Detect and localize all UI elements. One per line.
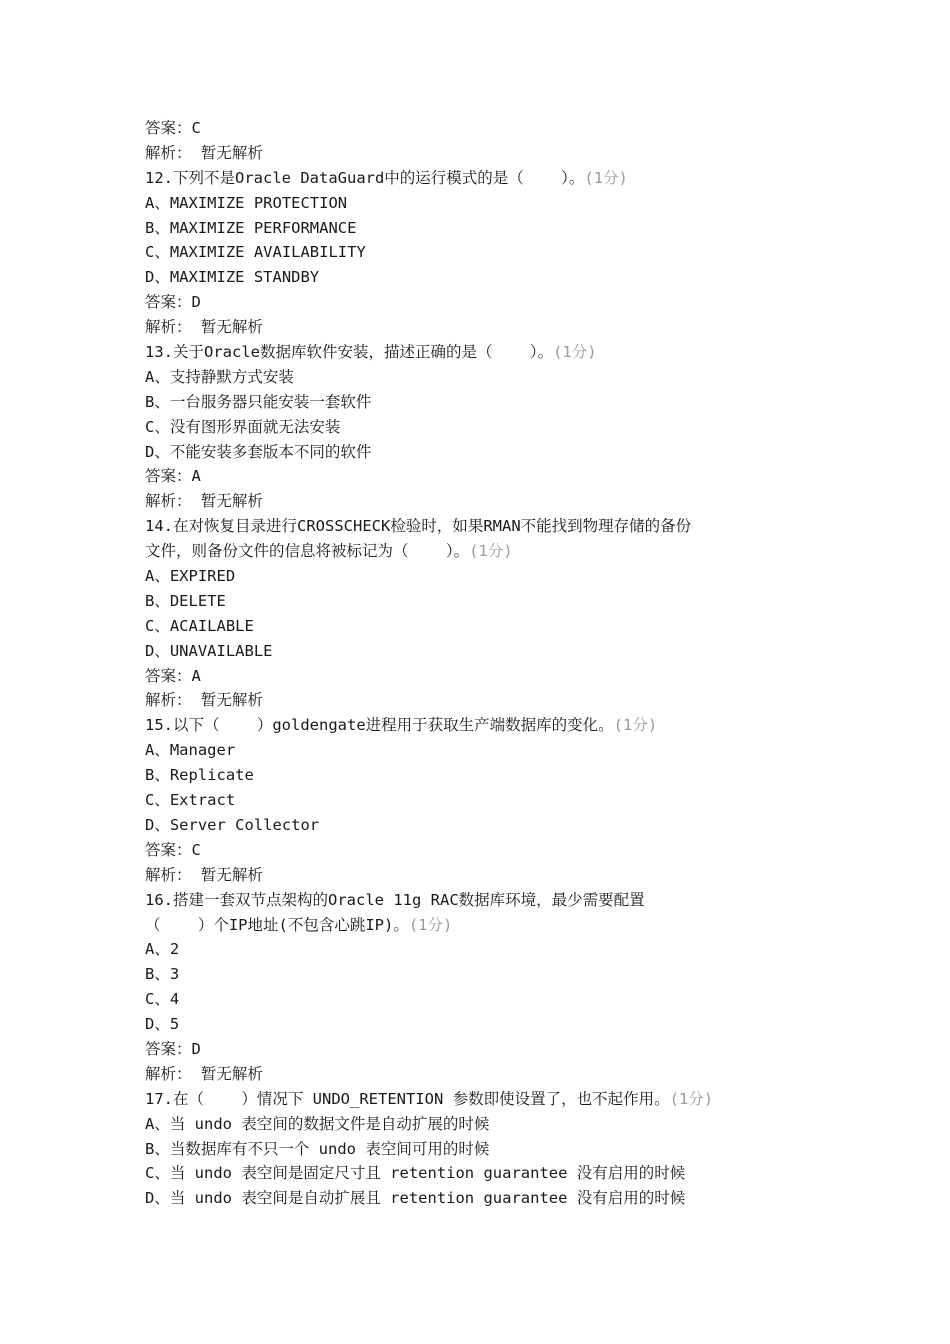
option-d: D、Server Collector: [145, 815, 320, 834]
question-score: (1分): [553, 343, 597, 362]
question-text: 文件，则备份文件的信息将被标记为（ ）。: [145, 542, 470, 561]
answer-value: C: [191, 840, 201, 859]
question-stem: [145, 166, 825, 191]
question-score: (1分): [584, 168, 628, 187]
answer-value: C: [191, 119, 201, 137]
answer-value: A: [191, 666, 201, 685]
question-stem: [145, 1087, 825, 1112]
question-number: 13.: [145, 343, 173, 362]
analysis-line: [145, 141, 825, 166]
question-text: 在（ ）情况下 UNDO_RETENTION 参数即使设置了，也不起作用。: [173, 1089, 670, 1108]
question-stem: [145, 340, 825, 365]
answer-line: [145, 464, 825, 489]
option-c: C、4: [145, 990, 180, 1009]
option-a: A、2: [145, 940, 180, 959]
answer-line: [145, 1037, 825, 1062]
analysis-text: 暂无解析: [200, 691, 263, 710]
question-number: 14.: [145, 517, 173, 536]
option-c: C、没有图形界面就无法安装: [145, 417, 341, 436]
analysis-line: [145, 1062, 825, 1087]
option-d: D、当 undo 表空间是自动扩展且 retention guarantee 没有启用的时候: [145, 1189, 686, 1208]
option-a: A、当 undo 表空间的数据文件是自动扩展的时候: [145, 1114, 490, 1133]
option-a: A、MAXIMIZE PROTECTION: [145, 193, 348, 212]
analysis-text: 暂无解析: [200, 865, 263, 884]
option-b: B、Replicate: [145, 766, 254, 785]
analysis-label: 解析：: [145, 1064, 192, 1083]
option-d: D、不能安装多套版本不同的软件: [145, 442, 372, 461]
analysis-line: [145, 863, 825, 888]
question-text: 关于Oracle数据库软件安装，描述正确的是（ ）。: [173, 343, 554, 362]
answer-line: [145, 290, 825, 315]
option-a: A、Manager: [145, 741, 236, 760]
question-number: 17.: [145, 1089, 173, 1108]
answer-label: 答案：: [145, 119, 192, 137]
analysis-text: 暂无解析: [200, 492, 263, 511]
question-stem-continued: [145, 539, 825, 564]
option-d: D、MAXIMIZE STANDBY: [145, 268, 320, 287]
document-page: [145, 116, 825, 1211]
analysis-text: 暂无解析: [200, 1064, 263, 1083]
question-text: 在对恢复目录进行CROSSCHECK检验时，如果RMAN不能找到物理存储的备份: [173, 517, 692, 536]
answer-label: 答案：: [145, 1039, 192, 1058]
question-text: （ ）个IP地址(不包含心跳IP)。: [145, 915, 409, 934]
question-score: (1分): [408, 915, 453, 934]
question-number: 15.: [145, 716, 173, 735]
question-stem: [145, 888, 825, 913]
answer-line: [145, 116, 825, 141]
answer-line: [145, 664, 825, 689]
option-c: C、Extract: [145, 791, 236, 810]
option-b: B、3: [145, 965, 180, 984]
answer-label: 答案：: [145, 467, 192, 486]
answer-value: A: [191, 467, 201, 486]
analysis-label: 解析：: [145, 143, 192, 162]
analysis-label: 解析：: [145, 492, 192, 511]
question-score: (1分): [613, 716, 658, 735]
option-d: D、5: [145, 1015, 180, 1034]
option-a: A、支持静默方式安装: [145, 367, 294, 386]
question-stem: [145, 514, 825, 539]
question-number: 16.: [145, 890, 173, 909]
option-c: C、ACAILABLE: [145, 616, 254, 635]
question-stem: [145, 713, 825, 738]
answer-line: [145, 838, 825, 863]
option-b: B、DELETE: [145, 591, 226, 610]
question-number: 12.: [145, 168, 173, 187]
option-b: B、一台服务器只能安装一套软件: [145, 392, 372, 411]
answer-value: D: [191, 1039, 201, 1058]
option-c: C、MAXIMIZE AVAILABILITY: [145, 243, 366, 262]
question-text: 下列不是Oracle DataGuard中的运行模式的是（ ）。: [173, 168, 585, 187]
analysis-line: [145, 489, 825, 514]
answer-label: 答案：: [145, 666, 192, 685]
question-score: (1分): [669, 1089, 714, 1108]
option-b: B、当数据库有不只一个 undo 表空间可用的时候: [145, 1139, 490, 1158]
analysis-line: [145, 315, 825, 340]
analysis-label: 解析：: [145, 318, 192, 337]
answer-label: 答案：: [145, 293, 192, 312]
option-c: C、当 undo 表空间是固定尺寸且 retention guarantee 没有启用的时候: [145, 1164, 686, 1183]
answer-value: D: [191, 293, 201, 312]
analysis-text: 暂无解析: [200, 143, 263, 162]
analysis-line: [145, 688, 825, 713]
analysis-label: 解析：: [145, 865, 192, 884]
question-text: 以下（ ）goldengate进程用于获取生产端数据库的变化。: [173, 716, 614, 735]
question-text: 搭建一套双节点架构的Oracle 11g RAC数据库环境，最少需要配置: [173, 890, 645, 909]
question-stem-continued: [145, 913, 825, 938]
analysis-text: 暂无解析: [200, 318, 263, 337]
answer-label: 答案：: [145, 840, 192, 859]
option-d: D、UNAVAILABLE: [145, 641, 273, 660]
question-score: (1分): [469, 542, 513, 561]
option-b: B、MAXIMIZE PERFORMANCE: [145, 218, 357, 237]
analysis-label: 解析：: [145, 691, 192, 710]
option-a: A、EXPIRED: [145, 567, 236, 586]
